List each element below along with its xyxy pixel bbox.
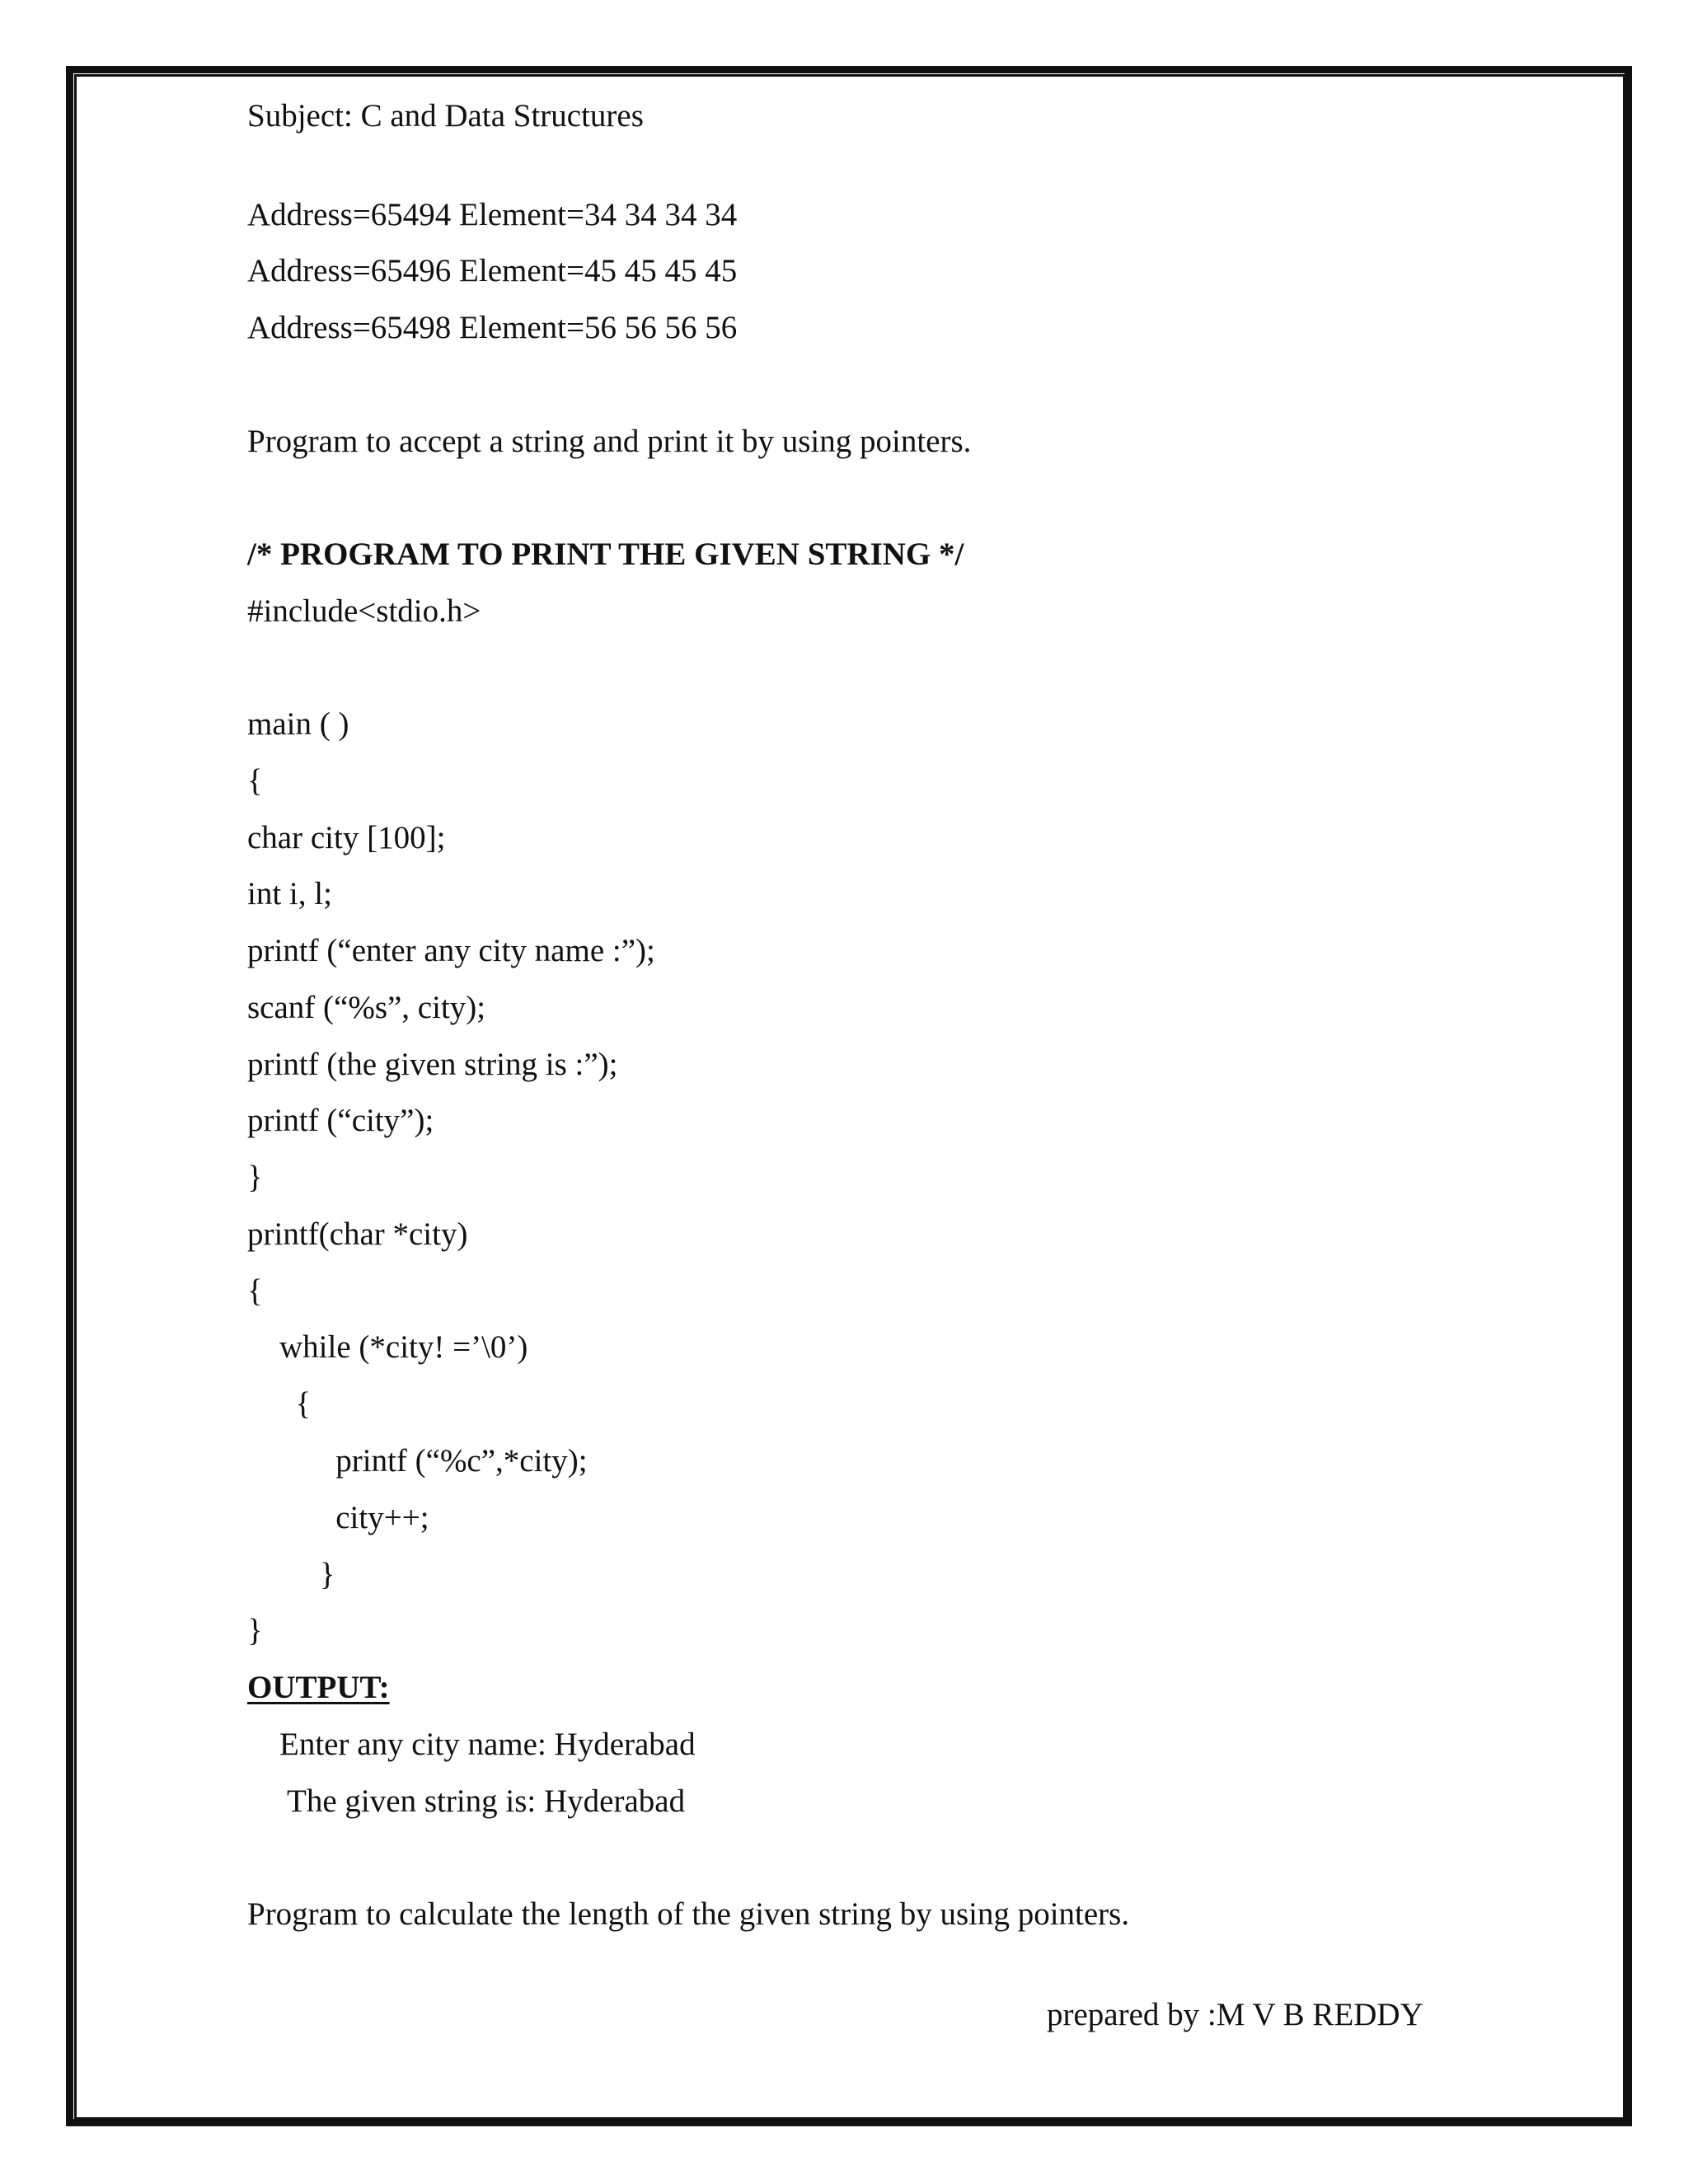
program1-intro: Program to accept a string and print it by using pointers. — [247, 424, 972, 459]
code-line: } — [247, 1160, 263, 1195]
code-line: main ( ) — [247, 706, 349, 742]
code-line: printf (“city”); — [247, 1103, 434, 1138]
code-line: printf (the given string is :”); — [247, 1047, 618, 1082]
code-line: } — [247, 1557, 335, 1592]
code-line: while (*city! =’\0’) — [247, 1329, 528, 1365]
code-line: printf (“enter any city name :”); — [247, 933, 655, 968]
code-line: scanf (“%s”, city); — [247, 990, 486, 1025]
program1-comment: /* PROGRAM TO PRINT THE GIVEN STRING */ — [247, 537, 964, 572]
code-line: { — [247, 1273, 263, 1309]
code-line: int i, l; — [247, 876, 332, 912]
output-line: Enter any city name: Hyderabad — [247, 1727, 696, 1762]
code-line: { — [247, 763, 263, 799]
output-heading: OUTPUT: — [247, 1670, 390, 1705]
code-line: char city [100]; — [247, 820, 446, 855]
code-line: printf (“%c”,*city); — [247, 1443, 588, 1479]
address-line-1: Address=65494 Element=34 34 34 34 — [247, 197, 738, 232]
code-line: city++; — [247, 1500, 429, 1535]
code-line: printf(char *city) — [247, 1216, 468, 1252]
output-line: The given string is: Hyderabad — [247, 1783, 686, 1819]
prepared-by-footer: prepared by :M V B REDDY — [1047, 1997, 1423, 2032]
code-line: { — [247, 1386, 312, 1422]
address-line-3: Address=65498 Element=56 56 56 56 — [247, 310, 738, 345]
program2-intro: Program to calculate the length of the given string by using pointers. — [247, 1896, 1130, 1932]
subject-heading: Subject: C and Data Structures — [247, 98, 644, 134]
code-line: } — [247, 1613, 263, 1648]
program1-include: #include<stdio.h> — [247, 593, 481, 629]
address-line-2: Address=65496 Element=45 45 45 45 — [247, 253, 738, 288]
